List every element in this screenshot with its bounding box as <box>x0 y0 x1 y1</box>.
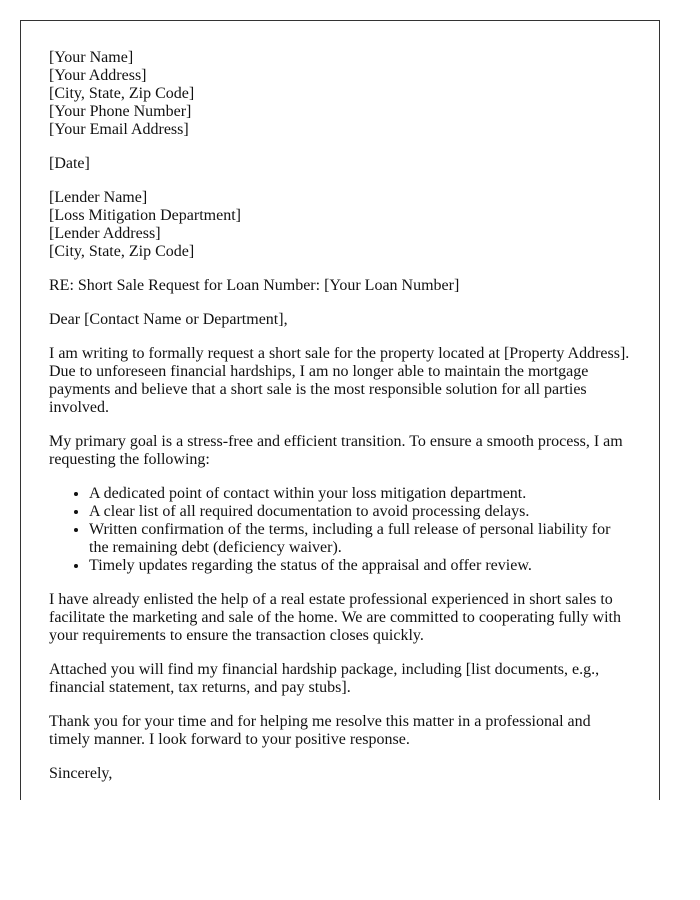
salutation: Dear [Contact Name or Department], <box>49 311 288 328</box>
sender-block <box>49 49 631 139</box>
lender-address: [Lender Address] <box>49 225 161 242</box>
list-item: • Timely updates regarding the status of the appraisal and offer review. <box>89 557 631 575</box>
lender-department: [Loss Mitigation Department] <box>49 207 241 224</box>
sender-phone: [Your Phone Number] <box>49 103 192 120</box>
sender-email: [Your Email Address] <box>49 121 189 138</box>
lender-city: [City, State, Zip Code] <box>49 243 195 260</box>
date: [Date] <box>49 155 90 172</box>
signoff: Sincerely, <box>49 765 113 782</box>
list-item: • Written confirmation of the terms, including a full release of personal liability for the remaining debt (deficiency waiver). <box>89 521 631 557</box>
body-paragraph: Attached you will find my financial hardship package, including [list documents, e.g., financial statement, tax returns, and pay stubs]. <box>49 661 600 696</box>
sender-city: [City, State, Zip Code] <box>49 85 195 102</box>
sender-address: [Your Address] <box>49 67 147 84</box>
list-item: • A clear list of all required documentation to avoid processing delays. <box>89 503 631 521</box>
body-paragraph: I am writing to formally request a short sale for the property located at [Property Address]. Due to unforeseen financial hardships, I am no longer able to maintain the mortgage payments and believe that a short sale is the most responsible solution for all parties involved. <box>49 345 630 416</box>
list-item: • A dedicated point of contact within your loss mitigation department. <box>89 485 631 503</box>
subject-line: RE: Short Sale Request for Loan Number: [Your Loan Number] <box>49 277 460 294</box>
recipient-block <box>49 189 631 261</box>
sender-name: [Your Name] <box>49 49 134 66</box>
body-paragraph: I have already enlisted the help of a real estate professional experienced in short sales to facilitate the marketing and sale of the home. We are committed to cooperating fully with your requirements to ensure the transaction closes quickly. <box>49 591 621 644</box>
body-paragraph: Thank you for your time and for helping me resolve this matter in a professional and timely manner. I look forward to your positive response. <box>49 713 591 748</box>
letter-page <box>20 20 660 800</box>
request-list <box>49 485 631 575</box>
lender-name: [Lender Name] <box>49 189 148 206</box>
body-paragraph: My primary goal is a stress-free and efficient transition. To ensure a smooth process, I am requesting the following: <box>49 433 623 468</box>
